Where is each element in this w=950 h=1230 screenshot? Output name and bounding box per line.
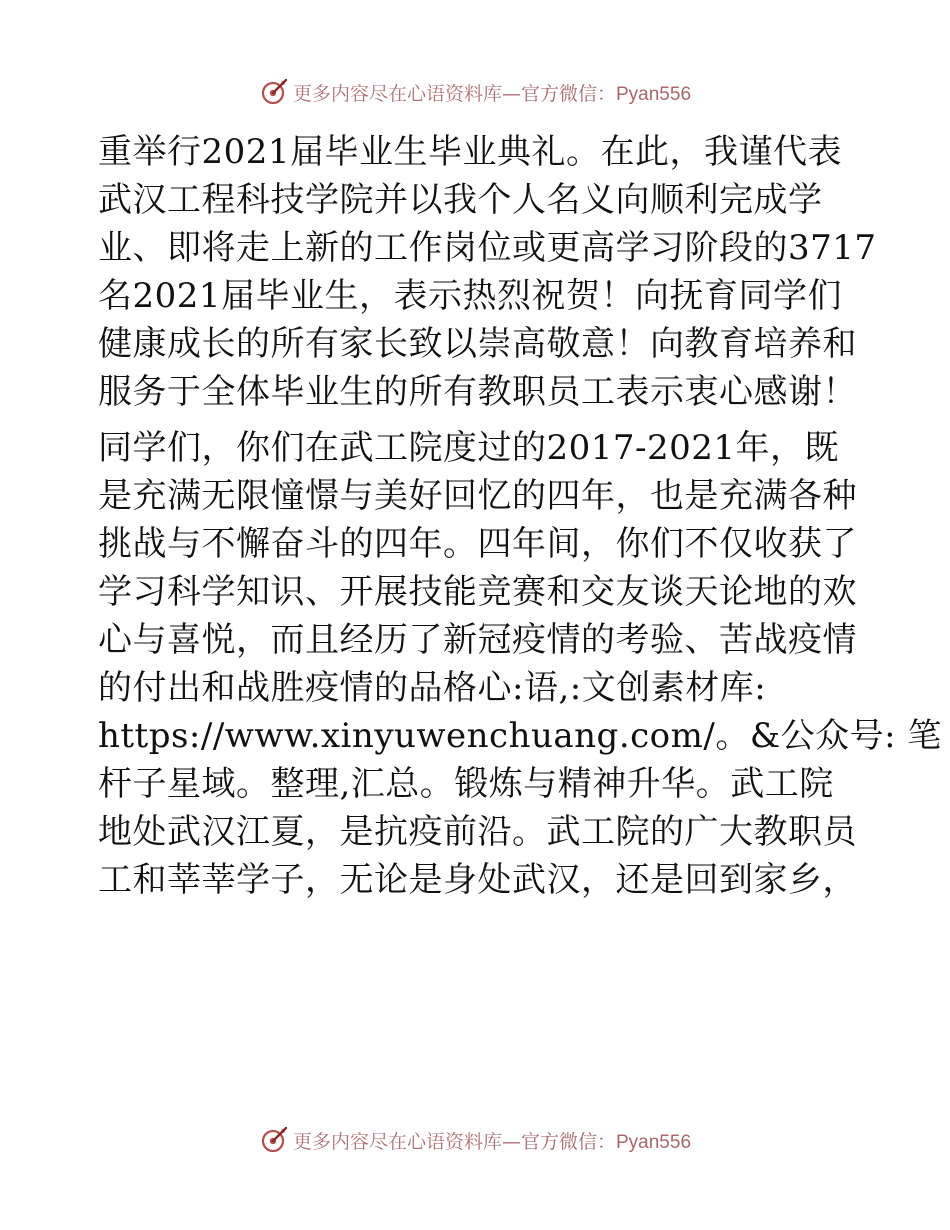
header-watermark	[0, 72, 950, 112]
watermark-text: 更多内容尽在心语资料库—官方微信：Pyan556	[292, 82, 692, 105]
quill-logo-icon	[259, 1125, 289, 1155]
text-line: 武汉工程科技学院并以我个人名义向顺利完成学	[98, 180, 823, 220]
text-line: 的付出和战胜疫情的品格心:语,:文创素材库:	[98, 668, 767, 708]
quill-logo-icon	[259, 77, 289, 107]
text-line: https://www.xinyuwenchuang.com/。&公众号: 笔	[98, 716, 942, 756]
footer-watermark	[0, 1120, 950, 1160]
text-line: 挑战与不懈奋斗的四年。四年间，你们不仅收获了	[98, 524, 857, 564]
text-line: 业、即将走上新的工作岗位或更高学习阶段的3717	[98, 228, 877, 268]
text-line: 名2021届毕业生，表示热烈祝贺！向抚育同学们	[98, 276, 843, 316]
text-line: 工和莘莘学子，无论是身处武汉，还是回到家乡，	[98, 860, 857, 900]
text-line: 是充满无限憧憬与美好回忆的四年，也是充满各种	[98, 476, 857, 516]
text-line: 学习科学知识、开展技能竞赛和交友谈天论地的欢	[98, 572, 857, 612]
text-line: 健康成长的所有家长致以崇高敬意！向教育培养和	[98, 324, 857, 364]
text-line: 地处武汉江夏，是抗疫前沿。武工院的广大教职员	[98, 812, 857, 852]
text-line: 服务于全体毕业生的所有教职员工表示衷心感谢！	[98, 372, 857, 412]
document-body	[98, 128, 942, 904]
text-line: 重举行2021届毕业生毕业典礼。在此，我谨代表	[98, 132, 843, 172]
paragraph-gap	[98, 416, 858, 424]
text-line: 杆子星域。整理,汇总。锻炼与精神升华。武工院	[98, 764, 834, 804]
text-line: 同学们，你们在武工院度过的2017-2021年，既	[98, 428, 840, 468]
watermark-text: 更多内容尽在心语资料库—官方微信：Pyan556	[292, 1130, 692, 1153]
text-line: 心与喜悦，而且经历了新冠疫情的考验、苦战疫情	[98, 620, 857, 660]
